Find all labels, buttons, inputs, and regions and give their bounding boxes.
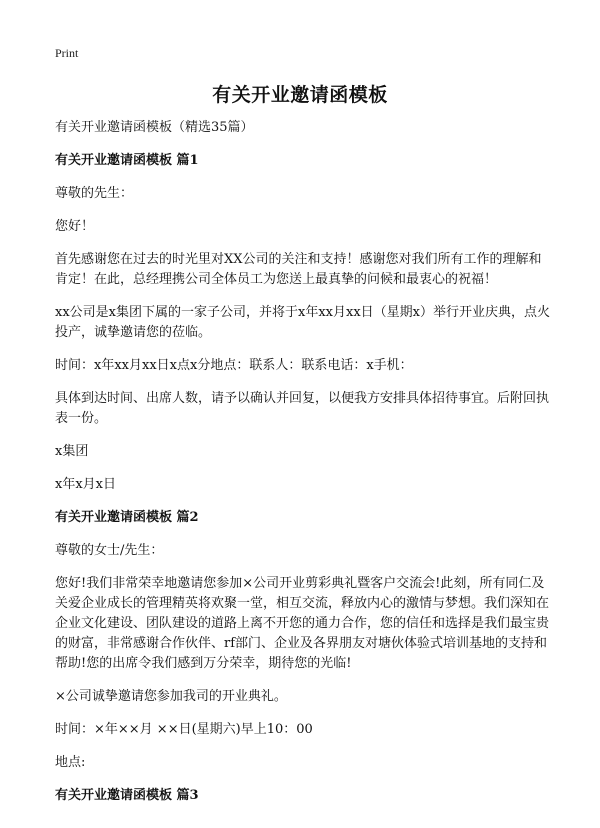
location-line: 地点:	[55, 755, 86, 770]
time-line: 时间：×年××月 ××日(星期六)早上10：00	[55, 722, 313, 737]
body-paragraph: 您好!我们非常荣幸地邀请您参加×公司开业剪彩典礼暨客户交流会!此刻，所有同仁及关爱企业成长的管理精英将欢聚一堂，相互交流，释放内心的激情与梦想。我们深知在企业文化建设、团队建设的道路上离不开您的通力合作，您的信任和选择是我们最宝贵的财富，非常感谢合作伙伴、rf部门、企业及各界朋友对塘伙体验式培训基地的支持和帮助!您的出席令我们感到万分荣幸，期待您的光临!	[55, 576, 550, 671]
salutation-1: 尊敬的先生：	[55, 186, 134, 201]
body-paragraph: 首先感谢您在过去的时光里对XX公司的关注和支持！感谢您对我们所有工作的理解和肯定！在此，总经理携公司全体员工为您送上最真挚的问候和最衷心的祝福！	[55, 252, 542, 287]
signature-date: x年x月x日	[55, 477, 116, 492]
subtitle-line: 有关开业邀请函模板（精选35篇）	[55, 120, 254, 135]
time-contact-line: 时间：x年xx月xx日x点x分地点：联系人：联系电话：x手机：	[55, 358, 413, 373]
document-body	[55, 118, 550, 819]
print-label: Print	[55, 46, 79, 60]
section-heading-3: 有关开业邀请函模板 篇3	[55, 788, 199, 803]
section-heading-2: 有关开业邀请函模板 篇2	[55, 510, 199, 525]
signature-org: x集团	[55, 444, 89, 459]
body-paragraph: xx公司是x集团下属的一家子公司，并将于x年xx月xx日（星期x）举行开业庆典，点火投产，诚挚邀请您的莅临。	[55, 305, 550, 340]
page-title: 有关开业邀请函模板	[212, 84, 388, 106]
salutation-2: 尊敬的女士/先生：	[55, 543, 164, 558]
section-heading-1: 有关开业邀请函模板 篇1	[55, 153, 199, 168]
body-paragraph: ×公司诚挚邀请您参加我司的开业典礼。	[55, 689, 287, 704]
body-paragraph: 具体到达时间、出席人数，请予以确认并回复，以便我方安排具体招待事宜。后附回执表一份。	[55, 391, 550, 426]
greeting-1: 您好！	[55, 219, 95, 234]
